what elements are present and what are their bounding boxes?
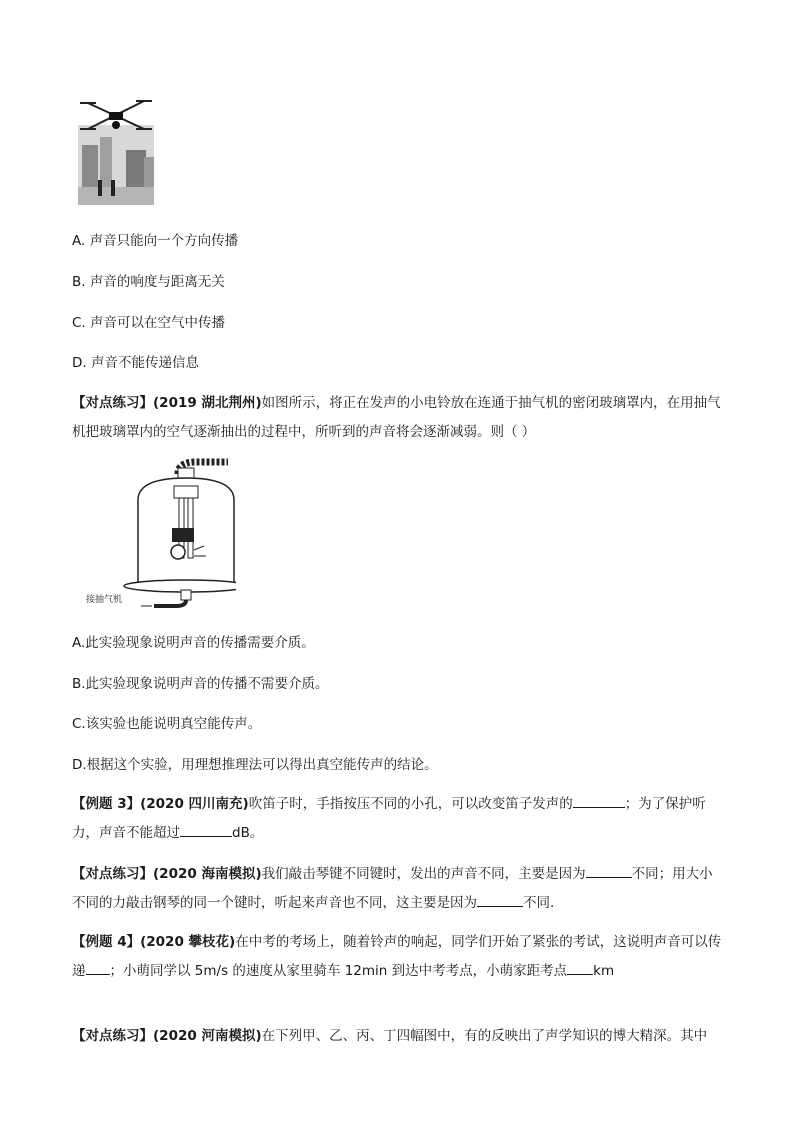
question-tag: 【例题 4】 [72, 934, 141, 950]
question-text: 在下列甲、乙、丙、丁四幅图中，有的反映出了声学知识的博大精深。其中 [261, 1028, 708, 1044]
practice-question-henan [72, 1022, 722, 1051]
example-question-4 [72, 928, 722, 986]
question-source: (2019 湖北荆州) [153, 395, 262, 411]
practice-question-hainan [72, 860, 722, 918]
bell-jar-diagram [86, 456, 236, 608]
q2-option-c: C.该实验也能说明真空能传声。 [72, 716, 262, 732]
bell-jar-caption: 接抽气机 [86, 595, 123, 605]
q1-option-c: C. 声音可以在空气中传播 [72, 315, 226, 331]
question-tag: 【对点练习】 [72, 866, 153, 882]
question-text: 不同. [523, 895, 555, 911]
question-tag: 【例题 3】 [72, 796, 141, 812]
question-source: (2020 四川南充) [140, 796, 249, 812]
question-tag: 【对点练习】 [72, 1028, 153, 1044]
q2-option-d: D.根据这个实验，用理想推理法可以得出真空能传声的结论。 [72, 757, 438, 773]
question-text: 吹笛子时，手指按压不同的小孔，可以改变笛子发声的 [248, 796, 573, 812]
question-text: 我们敲击琴键不同键时，发出的声音不同，主要是因为 [261, 866, 586, 882]
answer-blank[interactable] [573, 793, 625, 808]
question-text: ；为了保护听力，声音不能超过 [72, 796, 706, 841]
question-source: (2020 海南模拟) [153, 866, 262, 882]
question-text: dB。 [232, 825, 264, 841]
question-text: ；小萌同学以 5m/s 的速度从家里骑车 12min 到达中考考点，小萌家距考点 [109, 963, 568, 979]
example-question-3 [72, 790, 722, 848]
question-text: km [593, 963, 615, 979]
drone-photo [78, 95, 154, 205]
answer-blank[interactable] [586, 863, 632, 878]
q2-option-a: A.此实验现象说明声音的传播需要介质。 [72, 635, 315, 651]
answer-blank[interactable] [477, 892, 523, 907]
question-text: 不同；用大小不同的力敲击钢琴的同一个键时，听起来声音也不同，这主要是因为 [72, 866, 713, 911]
q1-option-d: D. 声音不能传递信息 [72, 355, 199, 371]
q1-option-a: A. 声音只能向一个方向传播 [72, 233, 239, 249]
question-tag: 【对点练习】 [72, 395, 153, 411]
answer-blank[interactable] [180, 822, 232, 837]
q2-option-b: B.此实验现象说明声音的传播不需要介质。 [72, 676, 329, 692]
question-source: (2020 河南模拟) [153, 1028, 262, 1044]
answer-blank[interactable] [86, 960, 110, 975]
q1-option-b: B. 声音的响度与距离无关 [72, 274, 225, 290]
answer-blank[interactable] [567, 960, 593, 975]
question-source: (2020 攀枝花) [140, 934, 236, 950]
question-text: 如图所示，将正在发声的小电铃放在连通于抽气机的密闭玻璃罩内，在用抽气机把玻璃罩内的空气逐渐抽出的过程中，所听到的声音将会逐渐减弱。则（ ） [72, 395, 721, 440]
practice-question-jingzhou [72, 389, 722, 447]
question-text: 在中考的考场上，随着铃声的响起，同学们开始了紧张的考试，这说明声音可以传递 [72, 934, 722, 979]
